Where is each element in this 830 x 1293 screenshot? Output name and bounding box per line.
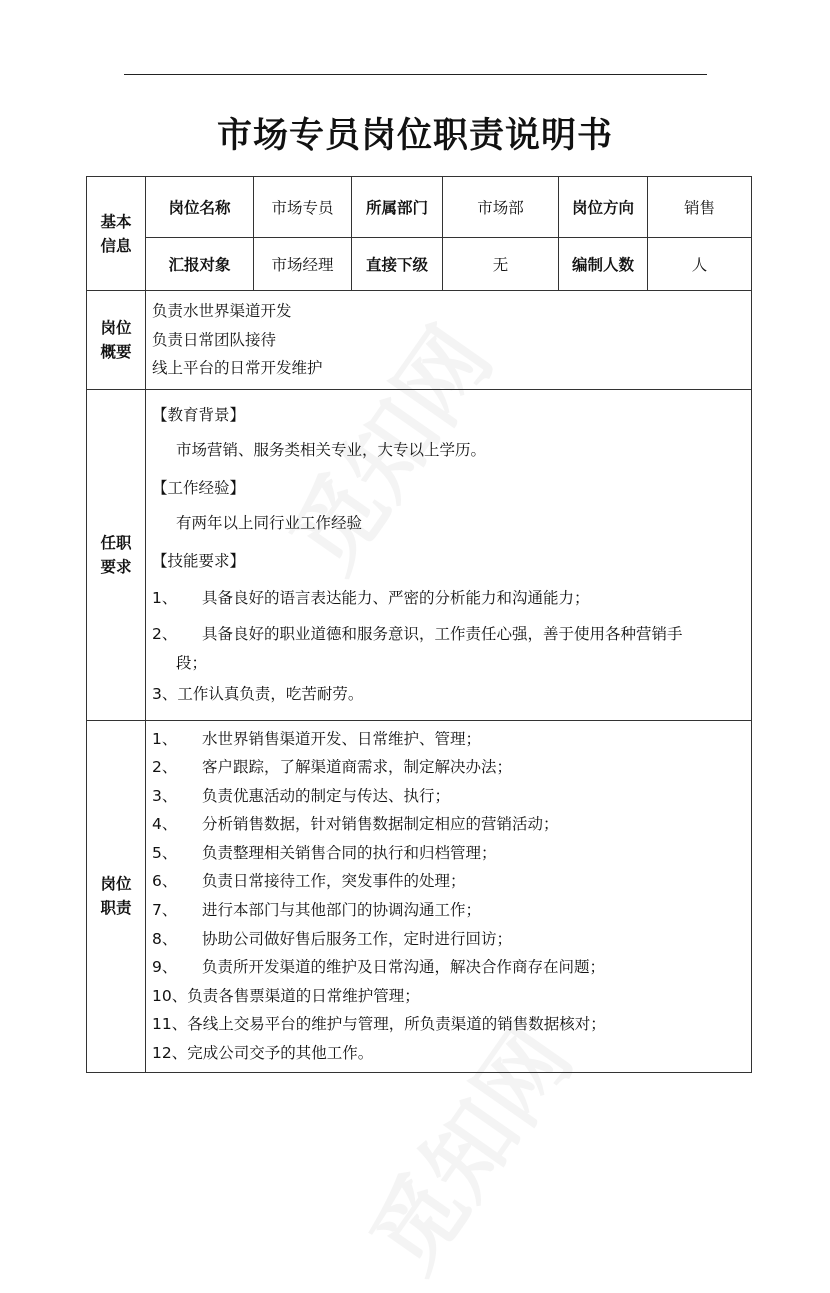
field-label: 所属部门 — [352, 177, 443, 238]
duties-content — [146, 720, 752, 1072]
duty-item: 11、 各线上交易平台的维护与管理，所负责渠道的销售数据核对； — [152, 1015, 606, 1034]
skill-item: 1、 具备良好的语言表达能力、严密的分析能力和沟通能力； — [152, 588, 590, 607]
duty-item: 5、 负责整理相关销售合同的执行和归档管理； — [152, 843, 497, 862]
education-text: 市场营销、服务类相关专业，大专以上学历。 — [176, 440, 487, 459]
section-label-basic-full — [0, 0, 1, 1]
section-label-overview: 岗位 概要 — [87, 291, 146, 390]
duty-item: 2、 客户跟踪，了解渠道商需求，制定解决办法； — [152, 758, 513, 777]
field-label: 岗位名称 — [146, 177, 254, 238]
header-rule — [124, 74, 707, 75]
overview-line: 负责日常团队接待 — [152, 330, 277, 349]
field-label: 汇报对象 — [146, 238, 254, 291]
overview-line: 负责水世界渠道开发 — [152, 302, 292, 320]
field-label: 直接下级 — [352, 238, 443, 291]
duty-table — [86, 176, 752, 1073]
duty-item: 6、 负责日常接待工作，突发事件的处理； — [152, 872, 466, 891]
skills-heading: 【技能要求】 — [152, 551, 246, 570]
overview-line: 线上平台的日常开发维护 — [152, 359, 323, 377]
field-value: 人 — [648, 238, 752, 291]
duty-item: 9、 负责所开发渠道的维护及日常沟通，解决合作商存在问题； — [152, 958, 606, 977]
skill-item-continuation: 段； — [176, 653, 208, 672]
skill-item: 2、 具备良好的职业道德和服务意识，工作责任心强，善于使用各种营销手 — [152, 624, 683, 643]
section-label-duties: 岗位 职责 — [87, 720, 146, 1072]
duty-item: 12、 完成公司交予的其他工作。 — [152, 1044, 374, 1063]
page-title: 市场专员岗位职责说明书 — [216, 116, 613, 156]
experience-text: 有两年以上同行业工作经验 — [176, 513, 363, 532]
duty-item: 3、 负责优惠活动的制定与传达、执行； — [152, 786, 451, 805]
section-label-basic: 基本 信息 — [87, 177, 146, 291]
duty-item: 10、 负责各售票渠道的日常维护管理； — [152, 986, 420, 1005]
field-value: 市场经理 — [254, 238, 352, 291]
duty-item: 7、 进行本部门与其他部门的协调沟通工作； — [152, 901, 482, 920]
duty-item: 8、 协助公司做好售后服务工作，定时进行回访； — [152, 929, 513, 948]
overview-content — [146, 291, 752, 390]
duty-item: 1、 水世界销售渠道开发、日常维护、管理； — [152, 729, 482, 748]
field-value: 市场专员 — [254, 177, 352, 238]
duty-item: 4、 分析销售数据，针对销售数据制定相应的营销活动； — [152, 815, 559, 834]
skill-item: 3、 工作认真负责，吃苦耐劳。 — [152, 684, 364, 703]
field-label: 编制人数 — [559, 238, 648, 291]
requirements-content — [146, 389, 752, 720]
experience-heading: 【工作经验】 — [152, 478, 246, 497]
education-heading: 【教育背景】 — [152, 405, 246, 424]
field-value: 销售 — [648, 177, 752, 238]
field-label: 岗位方向 — [559, 177, 648, 238]
section-label-requirements: 任职 要求 — [87, 389, 146, 720]
field-value: 无 — [443, 238, 559, 291]
field-value: 市场部 — [443, 177, 559, 238]
